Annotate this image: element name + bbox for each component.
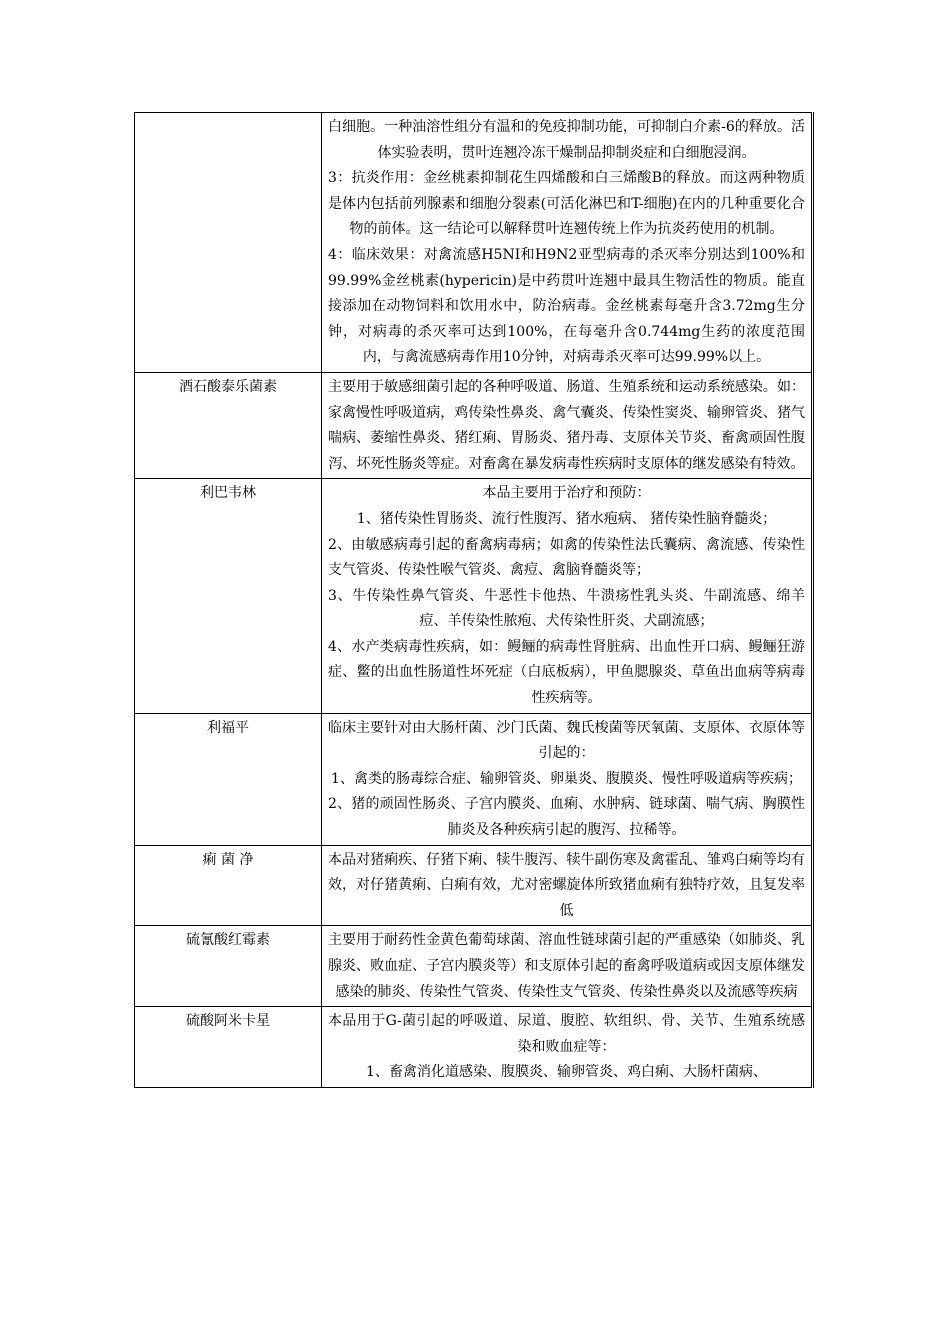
- drug-name-cell: 痢 菌 净: [135, 845, 322, 926]
- description-paragraph: 1、畜禽消化道感染、腹膜炎、输卵管炎、鸡白痢、大肠杆菌病、: [366, 1064, 767, 1081]
- description-paragraph: 1、猪传染性胃肠炎、流行性腹泻、猪水疱病、 猪传染性脑脊髓炎；: [356, 510, 777, 527]
- description-paragraph: 2、猪的顽固性肠炎、子宫内膜炎、血痢、水肿病、链球菌、喘气病、胸膜性肺炎及各种疾病引起的腹泻、拉稀等。: [328, 796, 805, 839]
- description-paragraph: 1、禽类的肠毒综合症、输卵管炎、卵巢炎、腹膜炎、慢性呼吸道病等疾病；: [331, 770, 802, 787]
- description-paragraph: 2、由敏感病毒引起的畜禽病毒病；如禽的传染性法氏囊病、禽流感、传染性支气管炎、传染性喉气管炎、禽痘、禽脑脊髓炎等；: [328, 536, 805, 579]
- description-paragraph: 主要用于敏感细菌引起的各种呼吸道、肠道、生殖系统和运动系统感染。如：家禽慢性呼吸道病，鸡传染性鼻炎、禽气囊炎、传染性窦炎、输卵管炎、猪气喘病、萎缩性鼻炎、猪红痢、胃肠炎、猪丹毒、支原体关节炎、畜禽顽固性腹泻、坏死性肠炎等症。对畜禽在暴发病毒性疾病时支原体的继发感染有特效。: [328, 378, 805, 472]
- drug-description-cell: [322, 845, 813, 926]
- drug-description-cell: [322, 926, 813, 1007]
- description-paragraph: 主要用于耐药性金黄色葡萄球菌、溶血性链球菌引起的严重感染（如肺炎、乳腺炎、败血症、子宫内膜炎等）和支原体引起的畜禽呼吸道病或因支原体继发感染的肺炎、传染性气管炎、传染性支气管炎、传染性鼻炎以及流感等疾病: [328, 932, 805, 1000]
- drug-description-cell: [322, 713, 813, 845]
- description-paragraph: 白细胞。一种油溶性组分有温和的免疫抑制功能，可抑制白介素-6的释放。活体实验表明，贯叶连翘冷冻干燥制品抑制炎症和白细胞浸润。: [328, 119, 805, 161]
- description-paragraph: 4、水产类病毒性疾病，如：鳗鲡的病毒性肾脏病、出血性开口病、鳗鲡狂游症、鳖的出血性肠道性坏死症（白底板病），甲鱼腮腺炎、草鱼出血病等病毒性疾病等。: [328, 638, 805, 707]
- drug-name-cell: 硫酸阿米卡星: [135, 1007, 322, 1088]
- description-paragraph: 临床主要针对由大肠杆菌、沙门氏菌、魏氏梭菌等厌氧菌、支原体、衣原体等引起的：: [328, 719, 805, 762]
- drug-description-cell: [322, 479, 813, 713]
- description-paragraph: 本品用于G-菌引起的呼吸道、尿道、腹腔、软组织、骨、关节、生殖系统感染和败血症等：: [328, 1013, 805, 1055]
- drug-description-cell: [322, 372, 813, 478]
- drug-description-cell: [322, 113, 813, 373]
- description-paragraph: 4：临床效果：对禽流感H5NI和H9N2亚型病毒的杀灭率分别达到100%和99.99%金丝桃素(hypericin)是中药贯叶连翘中最具生物活性的物质。能直接添加在动物饲料和饮用水中，防治病毒。金丝桃素每毫升含3.72mg生分钟，对病毒的杀灭率可达到100%，在每毫升含0.744mg生药的浓度范围内，与禽流感病毒作用10分钟，对病毒杀灭率可达99.99%以上。: [328, 246, 805, 366]
- drug-name-cell: 酒石酸泰乐菌素: [135, 372, 322, 478]
- description-paragraph: 3：抗炎作用：金丝桃素抑制花生四烯酸和白三烯酸B的释放。而这两种物质是体内包括前列腺素和细胞分裂素(可活化淋巴和T-细胞)在内的几种重要化合物的前体。这一结论可以解释贯叶连翘传统上作为抗炎药使用的机制。: [328, 170, 805, 238]
- table-row: [135, 845, 813, 926]
- table-row: [135, 1007, 813, 1088]
- description-paragraph: 3、牛传染性鼻气管炎、牛恶性卡他热、牛溃疡性乳头炎、牛副流感、绵羊痘、羊传染性脓疱、犬传染性肝炎、犬副流感；: [328, 587, 805, 630]
- drug-name-cell: [135, 113, 322, 373]
- drug-table: [134, 112, 814, 1088]
- drug-name-cell: 利巴韦林: [135, 479, 322, 713]
- table-row: [135, 372, 813, 478]
- drug-name-cell: 硫氰酸红霉素: [135, 926, 322, 1007]
- table-row: [135, 713, 813, 845]
- drug-description-cell: [322, 1007, 813, 1088]
- drug-name-cell: 利福平: [135, 713, 322, 845]
- description-paragraph: 本品对猪痢疾、仔猪下痢、犊牛腹泻、犊牛副伤寒及禽霍乱、雏鸡白痢等均有效，对仔猪黄痢、白痢有效，尤对密螺旋体所致猪血痢有独特疗效，且复发率低: [328, 851, 805, 919]
- table-row: [135, 479, 813, 713]
- table-row: [135, 926, 813, 1007]
- description-paragraph: 本品主要用于治疗和预防：: [482, 485, 651, 502]
- table-row: [135, 113, 813, 373]
